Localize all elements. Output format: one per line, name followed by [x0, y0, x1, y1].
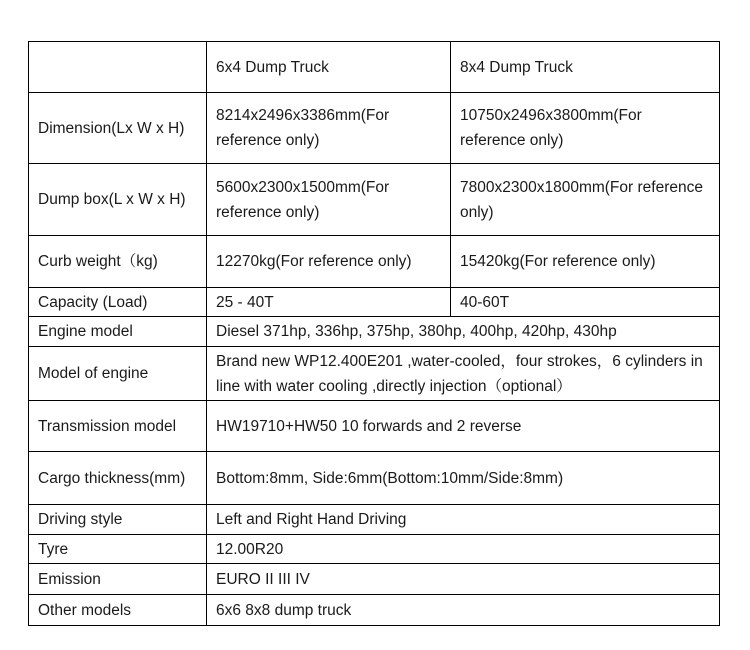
row-value-6x4: 8214x2496x3386mm(For reference only) [207, 93, 451, 164]
row-value-6x4: 25 - 40T [207, 288, 451, 317]
row-label: Driving style [29, 505, 207, 535]
row-label: Model of engine [29, 347, 207, 401]
row-label: Tyre [29, 535, 207, 564]
row-label: Cargo thickness(mm) [29, 452, 207, 505]
header-cell-6x4: 6x4 Dump Truck [207, 42, 451, 93]
table-row-model-of-engine [29, 347, 720, 401]
row-value: Brand new WP12.400E201 ,water-cooled，four strokes，6 cylinders in line with water cooling ,directly injection（optional） [207, 347, 720, 401]
table-row-capacity [29, 288, 720, 317]
header-cell-empty [29, 42, 207, 93]
table-row-cargo-thickness [29, 452, 720, 505]
table-header-row [29, 42, 720, 93]
row-label: Other models [29, 595, 207, 626]
row-value: Diesel 371hp, 336hp, 375hp, 380hp, 400hp, 420hp, 430hp [207, 317, 720, 347]
row-value-6x4: 12270kg(For reference only) [207, 236, 451, 288]
table-row-dimension [29, 93, 720, 164]
table-row-transmission [29, 401, 720, 452]
row-label: Transmission model [29, 401, 207, 452]
table-row-curb-weight [29, 236, 720, 288]
row-value-8x4: 40-60T [451, 288, 720, 317]
row-value-8x4: 15420kg(For reference only) [451, 236, 720, 288]
row-label: Dimension(Lx W x H) [29, 93, 207, 164]
row-value: 6x6 8x8 dump truck [207, 595, 720, 626]
table-row-emission [29, 564, 720, 595]
row-label: Curb weight（kg) [29, 236, 207, 288]
table-row-dump-box [29, 164, 720, 236]
row-value-8x4: 10750x2496x3800mm(For reference only) [451, 93, 720, 164]
table-row-other-models [29, 595, 720, 626]
row-label: Emission [29, 564, 207, 595]
row-label: Capacity (Load) [29, 288, 207, 317]
row-value: EURO II III IV [207, 564, 720, 595]
row-value-8x4: 7800x2300x1800mm(For reference only) [451, 164, 720, 236]
table-row-driving-style [29, 505, 720, 535]
spec-table [28, 41, 720, 626]
row-value: 12.00R20 [207, 535, 720, 564]
header-cell-8x4: 8x4 Dump Truck [451, 42, 720, 93]
row-value: Left and Right Hand Driving [207, 505, 720, 535]
row-label: Engine model [29, 317, 207, 347]
row-value-6x4: 5600x2300x1500mm(For reference only) [207, 164, 451, 236]
table-row-engine-model [29, 317, 720, 347]
row-value: HW19710+HW50 10 forwards and 2 reverse [207, 401, 720, 452]
row-value: Bottom:8mm, Side:6mm(Bottom:10mm/Side:8mm) [207, 452, 720, 505]
row-label: Dump box(L x W x H) [29, 164, 207, 236]
table-row-tyre [29, 535, 720, 564]
